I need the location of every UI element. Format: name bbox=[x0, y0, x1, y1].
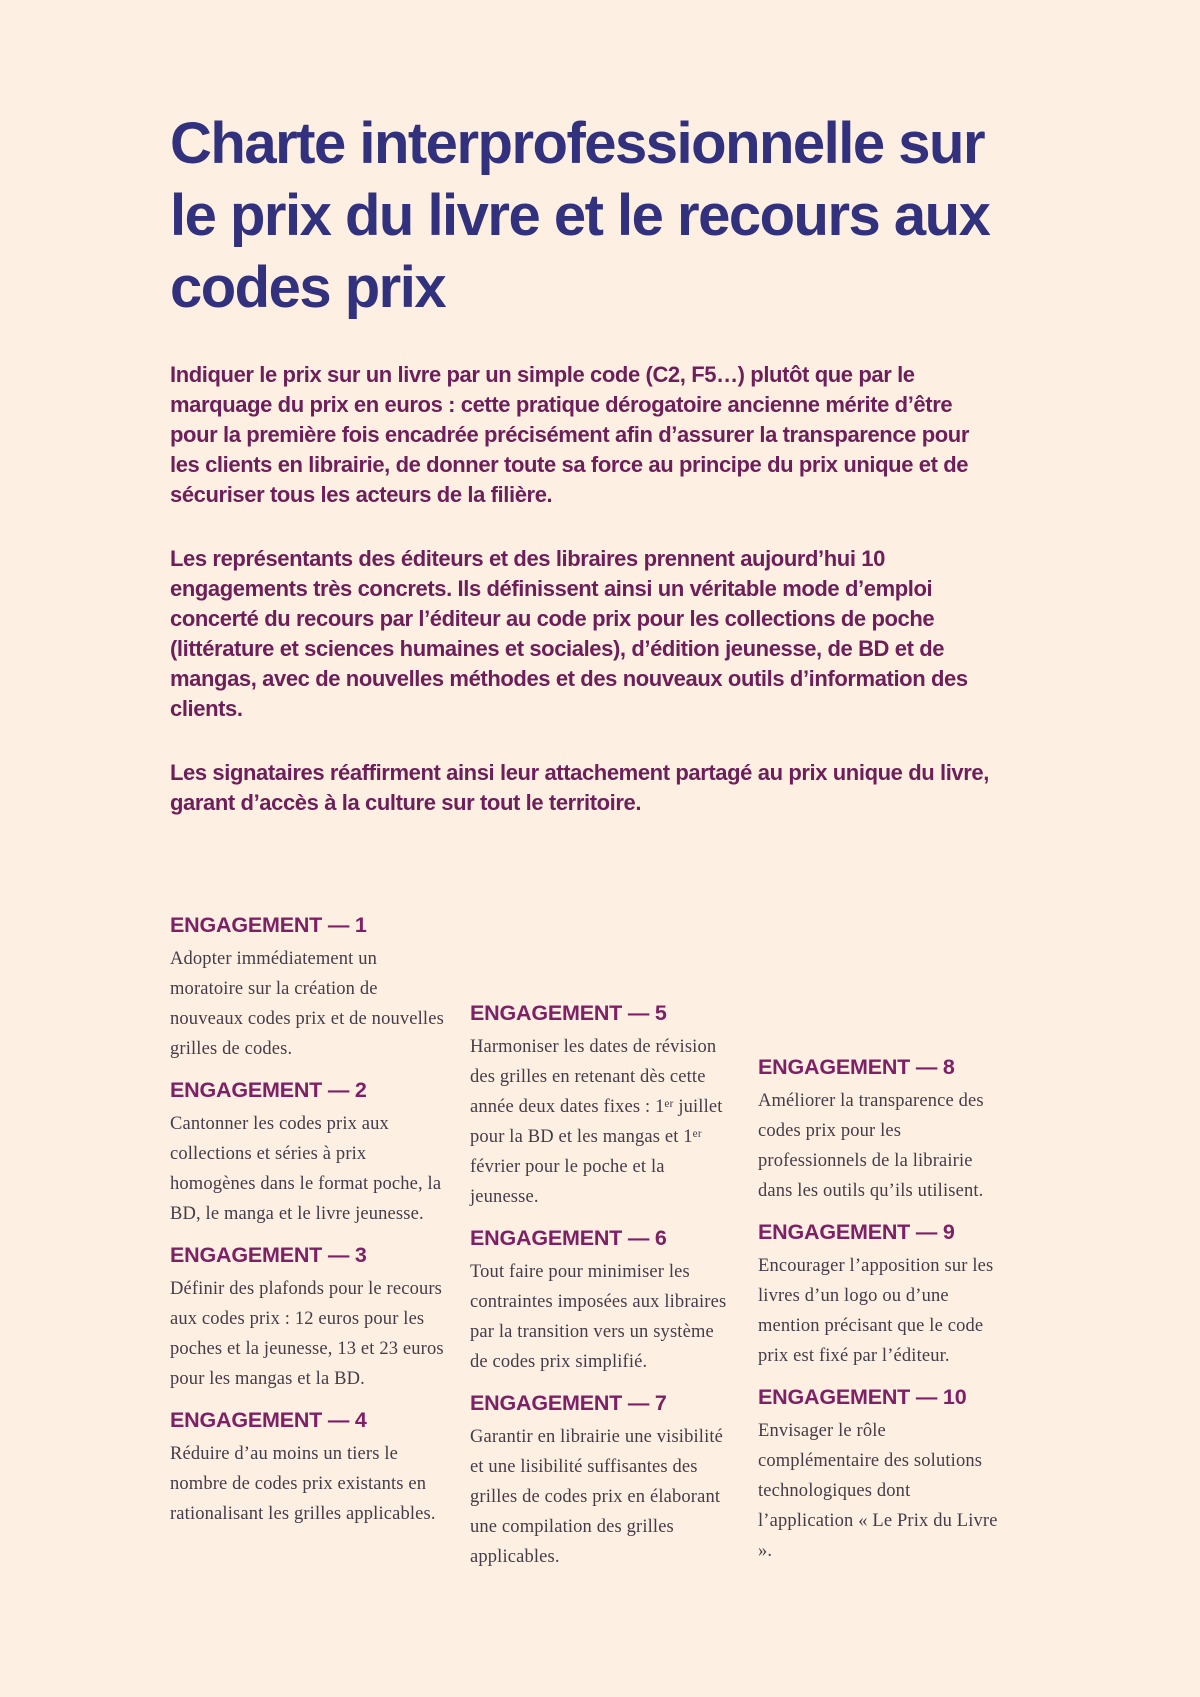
engagement-3-body: Définir des plafonds pour le recours aux codes prix : 12 euros pour les poches et la jeunesse, 13 et 23 euros pour les mangas et la BD. bbox=[170, 1279, 444, 1389]
engagement-item-1 bbox=[170, 910, 455, 1064]
intro-paragraph-2: Les représentants des éditeurs et des libraires prennent aujourd’hui 10 engagements très concrets. Ils définissent ainsi un véritable mode d’emploi concerté du recours par l’éditeur au code prix pour les collections de poche (littérature et sciences humaines et sociales), d’édition jeunesse, de BD et de mangas, avec de nouvelles méthodes et des nouveaux outils d’information des clients. bbox=[170, 546, 968, 721]
engagement-4-body: Réduire d’au moins un tiers le nombre de codes prix existants en rationalisant les grilles applicables. bbox=[170, 1444, 436, 1524]
engagement-item-6 bbox=[470, 1223, 730, 1377]
engagement-5-label: ENGAGEMENT — 5 bbox=[470, 1001, 667, 1025]
engagement-item-9 bbox=[758, 1217, 1008, 1371]
intro-paragraph-1: Indiquer le prix sur un livre par un simple code (C2, F5…) plutôt que par le marquage du prix en euros : cette pratique dérogatoire ancienne mérite d’être pour la première fois encadrée précisément afin d’assurer la transparence pour les clients en librairie, de donner toute sa force au principe du prix unique et de sécuriser tous les acteurs de la filière. bbox=[170, 362, 969, 507]
engagements-column-2 bbox=[470, 910, 730, 1583]
engagements-section bbox=[170, 910, 1030, 1583]
engagement-2-body: Cantonner les codes prix aux collections et séries à prix homogènes dans le format poche, la BD, le manga et le livre jeunesse. bbox=[170, 1114, 442, 1224]
engagement-item-4 bbox=[170, 1405, 455, 1529]
engagement-item-7 bbox=[470, 1388, 730, 1572]
engagements-column-1 bbox=[170, 910, 455, 1540]
engagement-6-label: ENGAGEMENT — 6 bbox=[470, 1226, 667, 1250]
engagement-10-body: Envisager le rôle complémentaire des solutions technologiques dont l’application « Le Prix du Livre ». bbox=[758, 1421, 998, 1561]
engagement-1-body: Adopter immédiatement un moratoire sur la création de nouveaux codes prix et de nouvelles grilles de codes. bbox=[170, 949, 444, 1059]
engagement-item-3 bbox=[170, 1240, 455, 1394]
intro-section bbox=[170, 360, 992, 818]
engagement-8-body: Améliorer la transparence des codes prix pour les professionnels de la librairie dans les outils qu’ils utilisent. bbox=[758, 1091, 984, 1201]
engagement-3-label: ENGAGEMENT — 3 bbox=[170, 1243, 367, 1267]
engagement-7-label: ENGAGEMENT — 7 bbox=[470, 1391, 667, 1415]
engagement-4-label: ENGAGEMENT — 4 bbox=[170, 1408, 367, 1432]
engagement-5-body: Harmoniser les dates de révision des grilles en retenant dès cette année deux dates fixes : 1ᵉʳ juillet pour la BD et les mangas et 1ᵉʳ février pour le poche et la jeunesse. bbox=[470, 1037, 723, 1207]
engagements-column-3 bbox=[758, 910, 1008, 1577]
engagement-item-8 bbox=[758, 1052, 1008, 1206]
engagement-10-label: ENGAGEMENT — 10 bbox=[758, 1385, 967, 1409]
engagement-9-label: ENGAGEMENT — 9 bbox=[758, 1220, 955, 1244]
intro-paragraph-3: Les signataires réaffirment ainsi leur attachement partagé au prix unique du livre, garant d’accès à la culture sur tout le territoire. bbox=[170, 760, 989, 815]
engagement-7-body: Garantir en librairie une visibilité et une lisibilité suffisantes des grilles de codes prix en élaborant une compilation des grilles applicables. bbox=[470, 1427, 724, 1567]
engagement-1-label: ENGAGEMENT — 1 bbox=[170, 913, 367, 937]
engagement-item-10 bbox=[758, 1382, 1008, 1566]
page-title: Charte interprofessionnelle sur le prix du livre et le recours aux codes prix bbox=[170, 111, 990, 320]
engagement-8-label: ENGAGEMENT — 8 bbox=[758, 1055, 955, 1079]
engagement-6-body: Tout faire pour minimiser les contraintes imposées aux libraires par la transition vers un système de codes prix simplifié. bbox=[470, 1262, 727, 1372]
engagement-item-5 bbox=[470, 998, 730, 1212]
engagement-item-2 bbox=[170, 1075, 455, 1229]
engagement-2-label: ENGAGEMENT — 2 bbox=[170, 1078, 367, 1102]
engagement-9-body: Encourager l’apposition sur les livres d’un logo ou d’une mention précisant que le code prix est fixé par l’éditeur. bbox=[758, 1256, 994, 1366]
